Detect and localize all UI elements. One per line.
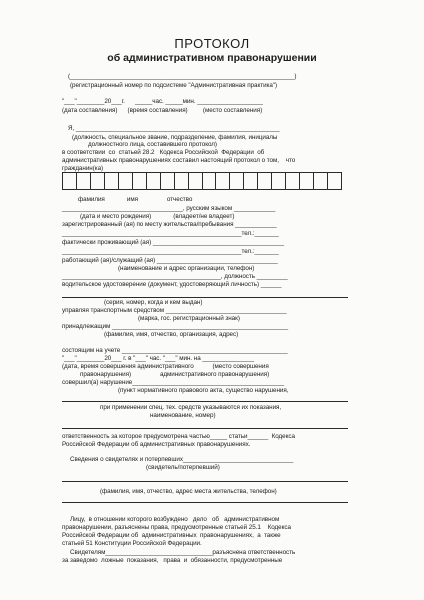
violation-caption-2: правонарушения) административного правонарушения) xyxy=(80,371,270,378)
phone-field-2[interactable]: ____________________________________________________тел.:_______ xyxy=(62,248,279,255)
liability-line-2: Российской Федерации об административных правонарушениях. xyxy=(62,441,251,448)
owner-caption: (фамилия, имя, отчество, организация, адрес) xyxy=(104,331,239,338)
tech-line[interactable] xyxy=(62,428,348,429)
witness-fio-caption: (фамилия, имя, отчество, адрес места жительства, телефон) xyxy=(100,488,277,495)
tech-caption-2: наименование, номер) xyxy=(150,412,216,419)
inspector-caption-1: (должность, специальное звание, подразделение, фамилия, инициалы xyxy=(72,134,278,141)
registered-field[interactable]: зарегистрированный (ая) по месту жительства/пребывания ____________ xyxy=(62,221,277,228)
rights-line-4: статьей 51 Конституции Российской Федерации. xyxy=(62,540,202,547)
name-letter-grid[interactable] xyxy=(62,172,342,190)
accordance-line-1: в соответствии со статьей 28.2 Кодекса Российской Федерации об xyxy=(62,149,265,156)
date-caption: (дата составления) (время составления) (место составления) xyxy=(62,107,263,114)
accordance-line-2: административных правонарушениях составил настоящий протокол о том, что xyxy=(62,157,296,164)
birth-language-field[interactable]: ___________________________________, русским языком ____________ xyxy=(62,205,276,212)
position-field[interactable]: ______________________________________________, должность _________ xyxy=(62,273,288,280)
witness-field[interactable]: Сведения о свидетелях и потерпевших________________________________ xyxy=(70,456,294,463)
document-subtitle: об административном правонарушении xyxy=(107,52,317,64)
license-field[interactable]: водительское удостоверение (документ, удостоверяющий личность) ______ xyxy=(62,281,282,288)
work-caption: (наименование и адрес организации, телефон) xyxy=(118,265,255,272)
violation-field[interactable]: совершил(а) нарушение____________________________________________ xyxy=(62,379,285,386)
document-title: ПРОТОКОЛ xyxy=(174,36,250,51)
inspector-field[interactable]: Я, ___________________________________________________________ xyxy=(68,125,280,132)
vehicle-field[interactable]: управляя транспортным средством ___________________________________ xyxy=(62,307,287,314)
rights-line-2: правонарушении, разъяснены права, предусмотренные статьей 25.1 Кодекса xyxy=(62,524,291,531)
norm-caption: (пункт нормативного правового акта, существо нарушения, xyxy=(118,387,289,394)
birth-caption: (дата и место рождения) (владеет/не владеет) xyxy=(80,213,235,220)
witness-line-2[interactable] xyxy=(62,502,348,503)
witness-line-1[interactable] xyxy=(62,481,348,482)
registration-field[interactable]: состоящим на учете ________________________________________________ xyxy=(62,347,288,354)
phone-field-1[interactable]: ____________________________________________________тел.:_______ xyxy=(62,230,279,237)
liability-line-1[interactable]: ответственность за которое предусмотрена частью_____ статьи______ Кодекса xyxy=(62,433,295,440)
license-caption: (серия, номер, когда и кем выдан) xyxy=(104,299,203,306)
owner-field[interactable]: принадлежащим ___________________________________________________ xyxy=(62,323,289,330)
witness-caption: (свидетель/потерпевший) xyxy=(146,464,220,471)
actual-living-field[interactable]: фактически проживающий (ая) ______________________________________ xyxy=(62,239,285,246)
witnesses-line-2: за заведомо ложные показания, права и обязанности, предусмотренные xyxy=(62,557,283,564)
tech-caption-1: при применении спец. тех. средств указываются их показания, xyxy=(100,404,282,411)
witnesses-line-1[interactable]: Свидетелям_______________________________разъяснена ответственность xyxy=(70,549,296,556)
vehicle-caption: (марка, гос. регистрационный знак) xyxy=(138,315,240,322)
violation-date-field[interactable]: "___"________20___ г. в "___" час. "___" мин. на _______________ xyxy=(62,355,255,362)
license-line[interactable] xyxy=(62,297,348,298)
name-grid-caption: фамилия имя отчество xyxy=(78,196,193,203)
rights-line-1: Лицу, в отношении которого возбуждено дело об административном xyxy=(70,516,280,523)
rights-line-3: Российской Федерации об административных правонарушениях, а также xyxy=(62,532,281,539)
date-row[interactable]: "___"________20___г. _____час. _____мин. ___________________ xyxy=(62,98,263,105)
regnum-field[interactable]: (_________________________________________________________________) xyxy=(68,73,297,80)
regnum-caption: (регистрационный номер по подсистеме "Административная практика") xyxy=(70,82,278,89)
violation-line[interactable] xyxy=(62,401,348,402)
accordance-line-3: гражданин(ка) xyxy=(62,165,104,172)
violation-caption-1: (дата, время совершения административного (место совершения xyxy=(62,363,269,370)
working-field[interactable]: работающий (ая)/служащий (ая) ___________________________________ xyxy=(62,257,278,264)
inspector-caption-2: должностного лица, составившего протокол) xyxy=(88,141,217,148)
